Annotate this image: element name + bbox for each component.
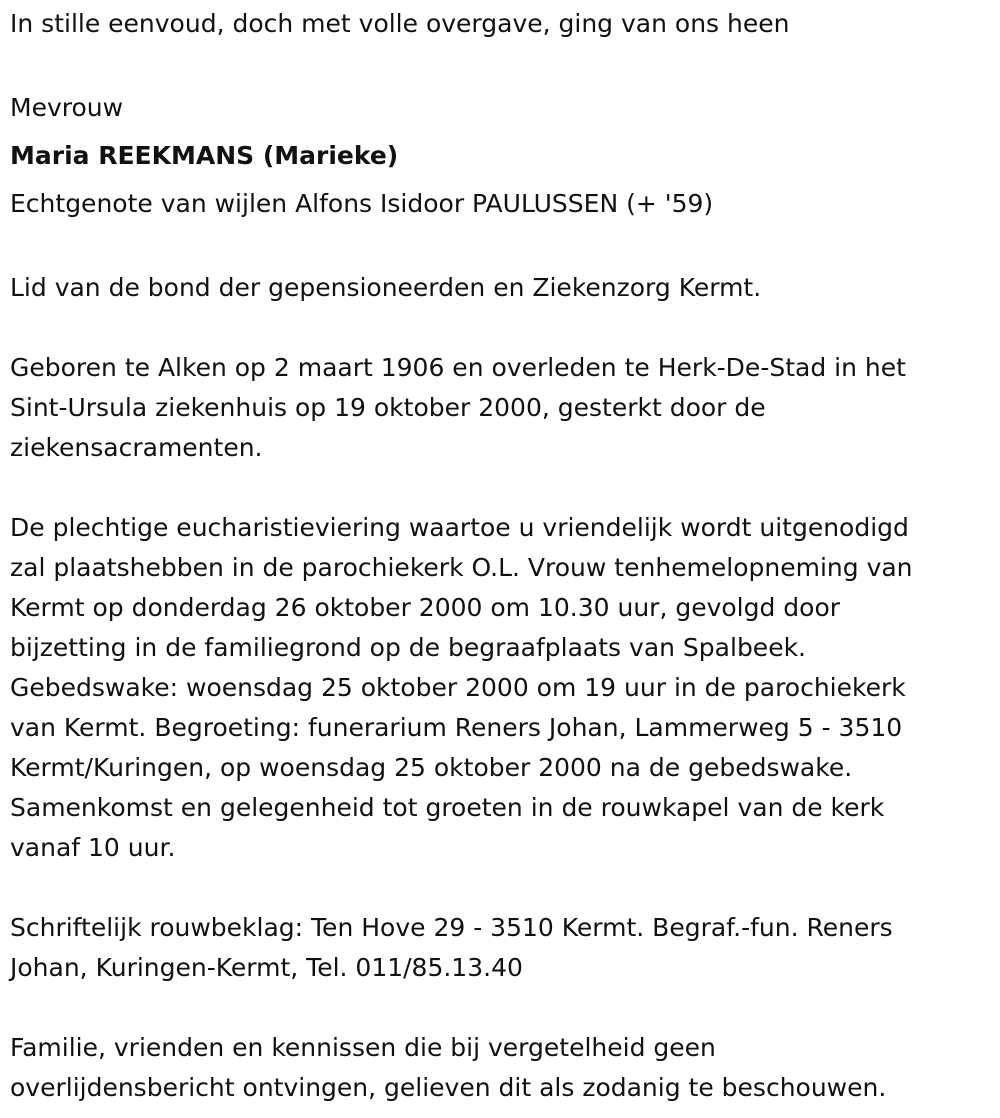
- paragraph-line: De plechtige eucharistieviering waartoe u vriendelijk wordt uitgenodigd: [10, 513, 909, 542]
- paragraph-line: zal plaatshebben in de parochiekerk O.L. Vrouw tenhemelopneming van: [10, 553, 913, 582]
- paragraph-line: Gebedswake: woensdag 25 oktober 2000 om 19 uur in de parochiekerk: [10, 673, 906, 702]
- paragraph-line: Schriftelijk rouwbeklag: Ten Hove 29 - 3510 Kermt. Begraf.-fun. Reners: [10, 913, 893, 942]
- condolences-paragraph: [10, 908, 995, 988]
- salutation: Mevrouw: [10, 93, 124, 122]
- spouse-line: Echtgenote van wijlen Alfons Isidoor PAULUSSEN (+ '59): [10, 189, 714, 218]
- closing-paragraph: [10, 1028, 995, 1108]
- paragraph-line: overlijdensbericht ontvingen, gelieven dit als zodanig te beschouwen.: [10, 1073, 887, 1102]
- birth-death-paragraph: [10, 348, 995, 468]
- paragraph-line: ziekensacramenten.: [10, 433, 263, 462]
- paragraph-line: Samenkomst en gelegenheid tot groeten in de rouwkapel van de kerk: [10, 793, 885, 822]
- intro-paragraph: [10, 4, 995, 44]
- paragraph-line: Kermt/Kuringen, op woensdag 25 oktober 2000 na de gebedswake.: [10, 753, 853, 782]
- paragraph-line: Geboren te Alken op 2 maart 1906 en overleden te Herk-De-Stad in het: [10, 353, 906, 382]
- paragraph-line: vanaf 10 uur.: [10, 833, 176, 862]
- paragraph-line: Johan, Kuringen-Kermt, Tel. 011/85.13.40: [10, 953, 523, 982]
- paragraph-line: van Kermt. Begroeting: funerarium Reners Johan, Lammerweg 5 - 3510: [10, 713, 903, 742]
- paragraph-line: Sint-Ursula ziekenhuis op 19 oktober 2000, gesterkt door de: [10, 393, 766, 422]
- membership-text: Lid van de bond der gepensioneerden en Ziekenzorg Kermt.: [10, 273, 762, 302]
- ceremony-paragraph: [10, 508, 995, 868]
- intro-text: In stille eenvoud, doch met volle overgave, ging van ons heen: [10, 9, 790, 38]
- paragraph-line: Familie, vrienden en kennissen die bij vergetelheid geen: [10, 1033, 716, 1062]
- deceased-name: Maria REEKMANS (Marieke): [10, 141, 399, 170]
- paragraph-line: bijzetting in de familiegrond op de begraafplaats van Spalbeek.: [10, 633, 806, 662]
- obituary-notice: [10, 4, 995, 1108]
- paragraph-line: Kermt op donderdag 26 oktober 2000 om 10.30 uur, gevolgd door: [10, 593, 841, 622]
- membership-paragraph: [10, 268, 995, 308]
- person-block: [10, 84, 995, 228]
